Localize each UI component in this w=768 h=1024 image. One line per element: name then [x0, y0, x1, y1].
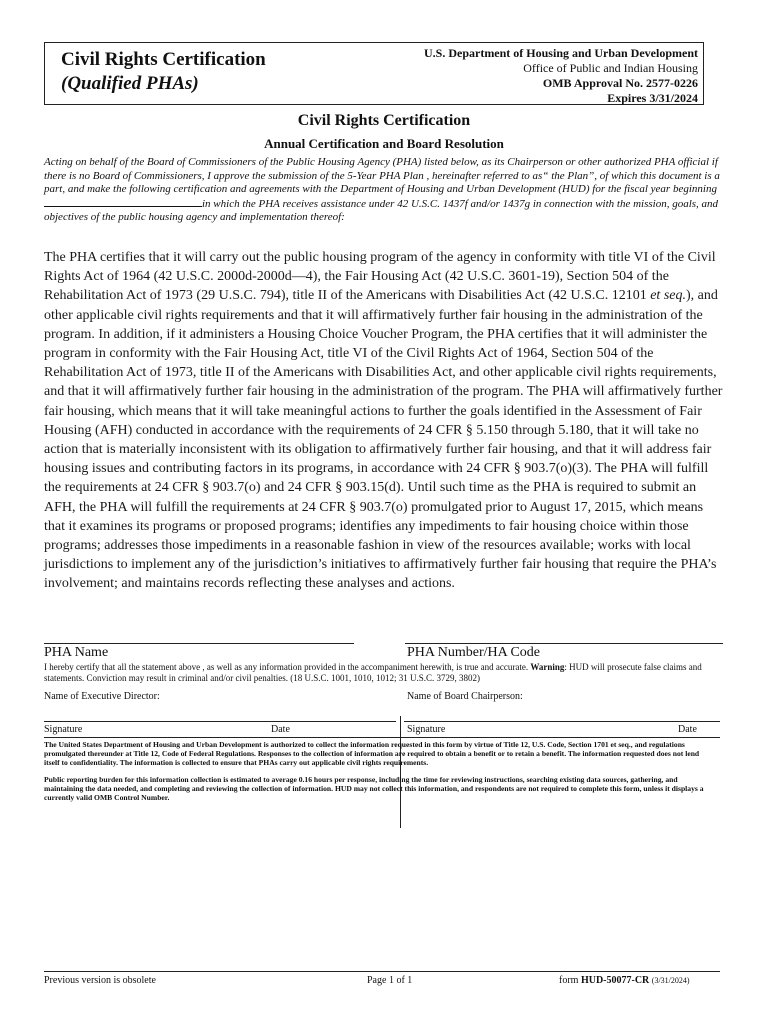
- exec-date-label: Date: [271, 724, 290, 735]
- office-name: Office of Public and Indian Housing: [523, 61, 698, 75]
- signature-bottom-rule: [44, 737, 720, 738]
- body-text-part1: The PHA certifies that it will carry out the public housing program of the agency in conformity with title VI of the Civil Rights Act of 1964 (42 U.S.C. 2000d-2000d—4), the Fair Housing Act (42 U.S.C. 3601-19), Section 504 of the Rehabilitation Act of 1973 (29 U.S.C. 794), title II of the Americans with Disabilities Act (42 U.S.C. 12101: [44, 250, 716, 304]
- form-date: (3/31/2024): [651, 976, 690, 985]
- exec-signature-line[interactable]: [44, 721, 396, 722]
- header-box: [44, 42, 704, 105]
- footer-left: Previous version is obsolete: [44, 975, 156, 986]
- board-chair-label: Name of Board Chairperson:: [407, 691, 523, 702]
- document-subtitle: Annual Certification and Board Resolution: [264, 136, 504, 151]
- form-title: Civil Rights Certification: [61, 49, 266, 70]
- exec-signature-label: Signature: [44, 724, 83, 735]
- certify-statement: I hereby certify that all the statement above , as well as any information provided in the accompaniment herewith, is true and accurate. Warning: HUD will prosecute false claims and statements. Conviction may result in criminal and/or civil penalties. (18 U.S.C. 1001, 1010, 1012; 31 U.S.C. 3729, 3802): [44, 662, 702, 683]
- chair-signature-label: Signature: [407, 724, 446, 735]
- pha-number-label: PHA Number/HA Code: [407, 645, 540, 660]
- intro-text-part2: in which the PHA receives assistance under 42 U.S.C. 1437f and/or 1437g in connection with the mission, goals, and objectives of the public housing agency and implementation thereof:: [44, 197, 719, 223]
- authority-statement: The United States Department of Housing and Urban Development is authorized to collect the information requested in this form by virtue of Title 12, U.S. Code, Section 1701 et seq., and regulations promulgated thereunder at Title 12, Code of Federal Regulations. Responses to the collection of information are required to obtain a benefit or to retain a benefit. The information requested does not lend itself to confidentiality. The information is collected to ensure that PHAs carry out applicable civil rights requirements.: [44, 740, 700, 767]
- column-divider: [400, 716, 401, 828]
- certification-body: [44, 248, 724, 594]
- expiration-date: Expires 3/31/2024: [607, 91, 698, 105]
- body-text-em: et seq.: [650, 288, 686, 304]
- form-subtitle: (Qualified PHAs): [61, 73, 199, 94]
- footer-rule: [44, 971, 720, 972]
- footer-page: Page 1 of 1: [367, 975, 413, 986]
- fiscal-year-blank[interactable]: [44, 197, 202, 207]
- omb-approval: OMB Approval No. 2577-0226: [542, 76, 698, 90]
- burden-statement: Public reporting burden for this information collection is estimated to average 0.16 hours per response, including the time for reviewing instructions, searching existing data sources, gathering, and maintaining the data needed, and completing and reviewing the collection of information. HUD may not collect this information, and respondents are not required to complete this form, unless it displays a currently valid OMB Control Number.: [44, 775, 704, 802]
- executive-director-label: Name of Executive Director:: [44, 691, 160, 702]
- chair-signature-line[interactable]: [404, 721, 720, 722]
- form-number: HUD-50077-CR: [580, 975, 650, 986]
- warning-label: Warning: [530, 662, 565, 672]
- agency-name: U.S. Department of Housing and Urban Development: [423, 46, 698, 60]
- pha-name-label: PHA Name: [44, 645, 109, 660]
- document-title: Civil Rights Certification: [297, 112, 471, 129]
- agency-block: [424, 46, 698, 106]
- pha-name-line[interactable]: [44, 643, 354, 644]
- body-text-part2: ), and other applicable civil rights requirements and that it will affirmatively further fair housing in the administration of the program. In addition, if it administers a Housing Choice Voucher Program, the PHA certifies that it will administer the program in conformity with the Fair Housing Act, title VI of the Civil Rights Act of 1964, Section 504 of the Rehabilitation Act of 1973, title II of the Americans with Disabilities Act, and other applicable civil rights requirements, and that it will affirmatively further fair housing in the administration of the program. The PHA will affirmatively further fair housing, which means that it will take meaningful actions to further the goals identified in the Assessment of Fair Housing (AFH) conducted in accordance with the requirements of 24 CFR § 5.150 through 5.180, that it will take no action that is materially inconsistent with its obligation to affirmatively further fair housing, and that it will address fair housing issues and contributing factors in its programs, in accordance with 24 CFR § 903.7(o)(3). The PHA will fulfill the requirements at 24 CFR § 903.7(o) and 24 CFR § 903.15(d). Until such time as the PHA is required to submit an AFH, the PHA will fulfill the requirements at 24 CFR § 903.7(o) promulgated prior to August 17, 2015, which means that it examines its programs or proposed programs; identifies any impediments to fair housing choice within those programs; addresses those impediments in a reasonable fashion in view of the resources available; works with local jurisdictions to implement any of the jurisdiction’s initiatives to affirmatively further fair housing that require the PHA’s involvement; and maintains records reflecting these analyses and actions.: [44, 288, 723, 592]
- pha-number-line[interactable]: [405, 643, 723, 644]
- intro-paragraph: [44, 156, 724, 225]
- footer-form: form HUD-50077-CR (3/31/2024): [559, 975, 690, 986]
- chair-date-label: Date: [678, 724, 697, 735]
- intro-text-part1: Acting on behalf of the Board of Commissioners of the Public Housing Agency (PHA) listed below, as its Chairperson or other authorized PHA official if there is no Board of Commissioners, I approve the submission of the 5-Year PHA Plan , hereinafter referred to as“ the Plan”, of which this document is a part, and make the following certification and agreements with the Department of Housing and Urban Development (HUD) for the fiscal year beginning: [44, 156, 720, 195]
